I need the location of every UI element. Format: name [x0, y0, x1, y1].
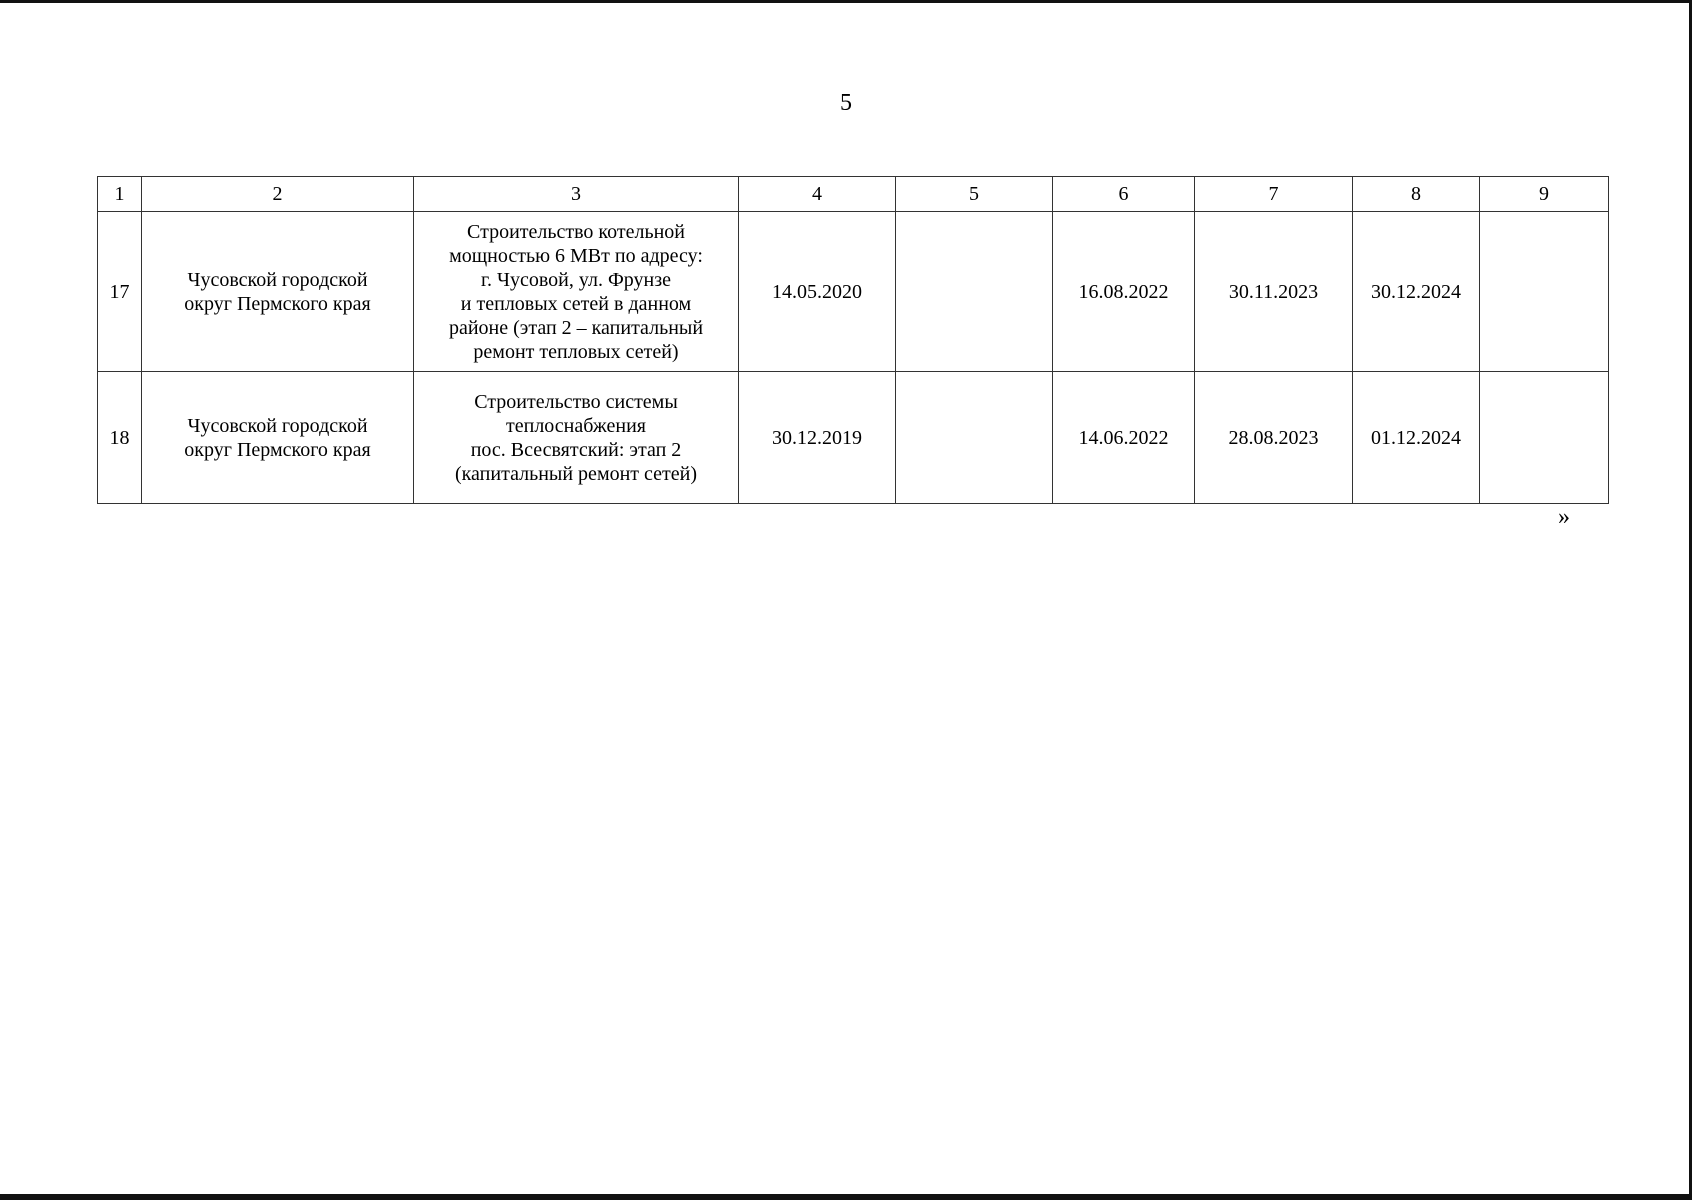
- date-cell: 16.08.2022: [1053, 212, 1195, 372]
- column-header: 6: [1053, 177, 1195, 212]
- municipality-cell: Чусовской городской округ Пермского края: [142, 372, 414, 504]
- empty-cell: [896, 212, 1053, 372]
- column-header: 9: [1480, 177, 1609, 212]
- project-description-cell: Строительство котельной мощностью 6 МВт по адресу: г. Чусовой, ул. Фрунзе и тепловых сетей в данном районе (этап 2 – капитальный ремонт тепловых сетей): [414, 212, 739, 372]
- municipality-cell: Чусовской городской округ Пермского края: [142, 212, 414, 372]
- empty-cell: [896, 372, 1053, 504]
- page-frame-bottom: [0, 1194, 1692, 1200]
- column-header: 3: [414, 177, 739, 212]
- date-cell: 01.12.2024: [1353, 372, 1480, 504]
- empty-cell: [1480, 372, 1609, 504]
- closing-quote-mark: »: [1558, 504, 1570, 530]
- page-number: 5: [840, 90, 852, 116]
- date-cell: 28.08.2023: [1195, 372, 1353, 504]
- date-cell: 30.11.2023: [1195, 212, 1353, 372]
- column-header: 8: [1353, 177, 1480, 212]
- table-row: [98, 372, 1609, 504]
- row-number-cell: 18: [98, 372, 142, 504]
- column-header: 4: [739, 177, 896, 212]
- column-header: 2: [142, 177, 414, 212]
- table-header-row: [98, 177, 1609, 212]
- project-description-cell: Строительство системы теплоснабжения пос. Всесвятский: этап 2 (капитальный ремонт сетей): [414, 372, 739, 504]
- date-cell: 14.06.2022: [1053, 372, 1195, 504]
- page-frame-top: [0, 0, 1692, 3]
- table-row: [98, 212, 1609, 372]
- empty-cell: [1480, 212, 1609, 372]
- schedule-table: [97, 176, 1609, 504]
- column-header: 1: [98, 177, 142, 212]
- column-header: 5: [896, 177, 1053, 212]
- column-header: 7: [1195, 177, 1353, 212]
- date-cell: 14.05.2020: [739, 212, 896, 372]
- date-cell: 30.12.2024: [1353, 212, 1480, 372]
- row-number-cell: 17: [98, 212, 142, 372]
- date-cell: 30.12.2019: [739, 372, 896, 504]
